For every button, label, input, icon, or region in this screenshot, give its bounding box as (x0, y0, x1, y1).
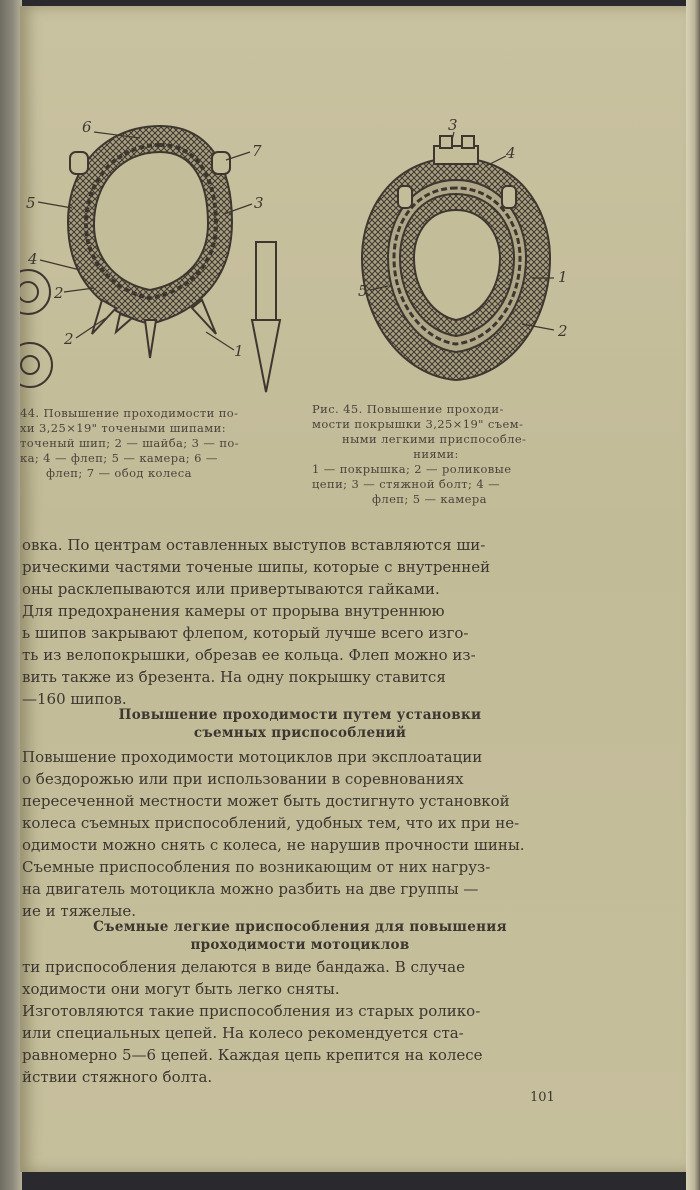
fig44-label-3: 3 (254, 194, 264, 212)
fig44-label-2a: 2 (54, 284, 64, 302)
text-line: пересеченной местности может быть достигнуто установкой (22, 792, 510, 810)
caption-line: цепи; 3 — стяжной болт; 4 — (312, 477, 501, 491)
fig44-label-7: 7 (252, 142, 262, 160)
fig44-label-4: 4 (28, 250, 38, 268)
fig45-label-4: 4 (506, 144, 516, 162)
text-line: ие и тяжелые. (22, 902, 136, 920)
fig45-label-1: 1 (558, 268, 568, 286)
text-line: вить также из брезента. На одну покрышку ставится (22, 668, 446, 686)
text-line: Съемные приспособления по возникающим от них нагруз- (22, 858, 491, 876)
text-line: Для предохранения камеры от прорыва внутреннюю (22, 602, 445, 620)
text-line: колеса съемных приспособлений, удобных тем, что их при не- (22, 814, 520, 832)
fig45-label-2: 2 (558, 322, 568, 340)
caption-line: точеный шип; 2 — шайба; 3 — по- (20, 436, 240, 450)
paragraph-spikes (22, 534, 574, 710)
caption-line: ниями: (413, 447, 459, 461)
book-page (20, 6, 688, 1172)
book-spine (0, 0, 22, 1190)
text-line: оны расклепываются или привертываются гайками. (22, 580, 440, 598)
figure-44-caption (20, 406, 292, 481)
figure-44-illustration (20, 112, 320, 402)
fig45-label-5: 5 (358, 282, 368, 300)
caption-line: мости покрышки 3,25×19" съем- (312, 417, 524, 431)
text-line: ти приспособления делаются в виде бандажа. В случае (22, 958, 466, 976)
text-line: о бездорожью или при использовании в соревнованиях (22, 770, 464, 788)
text-line: йствии стяжного болта. (22, 1068, 213, 1086)
fig44-label-5: 5 (26, 194, 36, 212)
text-line: Повышение проходимости мотоциклов при эксплоатации (22, 748, 483, 766)
section-heading-removable-devices (20, 706, 580, 742)
text-line: равномерно 5—6 цепей. Каждая цепь крепится на колесе (22, 1046, 483, 1064)
paragraph-light-devices (22, 956, 574, 1088)
heading-line: Съемные легкие приспособления для повышения (93, 919, 507, 935)
heading-line: Повышение проходимости путем установки (118, 707, 482, 723)
fig44-label-2b: 2 (64, 330, 74, 348)
paragraph-removable-devices (22, 746, 574, 922)
caption-line: флеп; 5 — камера (372, 492, 487, 506)
page-number: 101 (530, 1090, 555, 1105)
text-line: ь шипов закрывают флепом, который лучше всего изго- (22, 624, 469, 642)
fig44-label-1: 1 (234, 342, 244, 360)
section-heading-light-devices (20, 918, 580, 954)
text-line: на двигатель мотоцикла можно разбить на две группы — (22, 880, 479, 898)
figure-45-illustration (336, 118, 596, 390)
caption-line: 1 — покрышка; 2 — роликовые (312, 462, 512, 476)
caption-line: ка; 4 — флеп; 5 — камера; 6 — (20, 451, 218, 465)
caption-line: 44. Повышение проходимости по- (20, 406, 239, 420)
text-line: Изготовляются такие приспособления из старых ролико- (22, 1002, 481, 1020)
text-line: или специальных цепей. На колесо рекомендуется ста- (22, 1024, 464, 1042)
text-line: ходимости они могут быть легко сняты. (22, 980, 340, 998)
caption-line: Рис. 45. Повышение проходи- (312, 402, 504, 416)
heading-line: проходимости мотоциклов (190, 937, 410, 953)
fig45-label-3: 3 (448, 118, 458, 134)
caption-line: хи 3,25×19" точеными шипами: (20, 421, 226, 435)
caption-line: флеп; 7 — обод колеса (46, 466, 192, 480)
caption-line: ными легкими приспособле- (342, 432, 527, 446)
text-line: рическими частями точеные шипы, которые с внутренней (22, 558, 491, 576)
text-line: овка. По центрам оставленных выступов вставляются ши- (22, 536, 486, 554)
text-line: одимости можно снять с колеса, не нарушив прочности шины. (22, 836, 525, 854)
fig44-label-6: 6 (82, 118, 92, 136)
page-edge (686, 0, 700, 1190)
text-line: ть из велопокрышки, обрезав ее кольца. Флеп можно из- (22, 646, 476, 664)
heading-line: съемных приспособлений (193, 725, 407, 741)
figure-45-caption (312, 402, 560, 507)
text-line: —160 шипов. (22, 690, 127, 708)
